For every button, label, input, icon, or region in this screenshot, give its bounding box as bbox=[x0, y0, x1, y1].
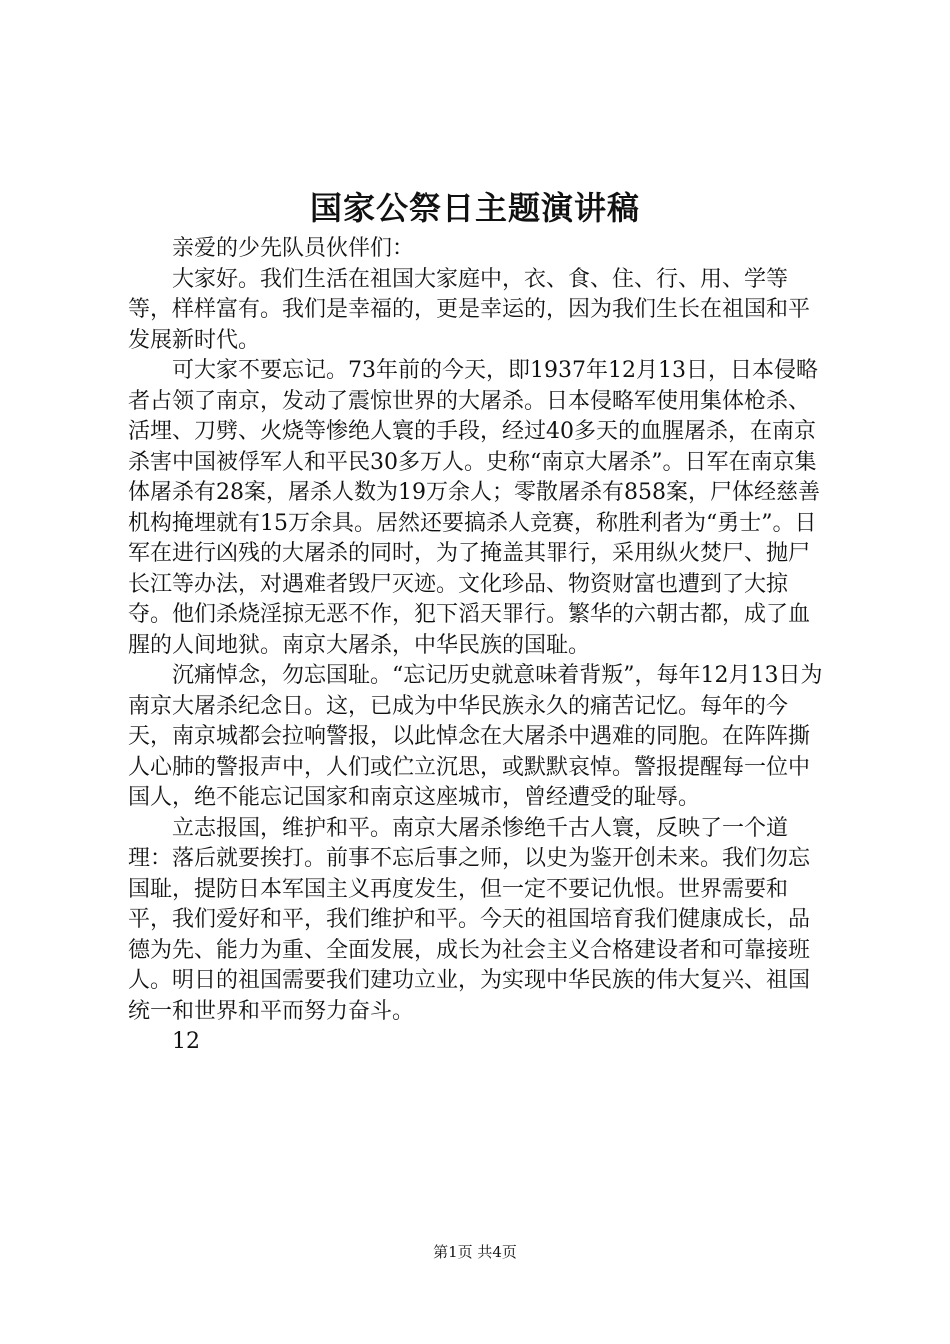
trailing-number-paragraph: 12 bbox=[172, 1029, 200, 1054]
resolution-paragraph: 立志报国，维护和平。南京大屠杀惨绝千古人寰，反映了一个道理：落后就要挨打。前事不忘后事之师，以史为鉴开创未来。我们勿忘国耻，提防日本军国主义再度发生，但一定不要记仇恨。世界需要和平，我们爱好和平，我们维护和平。今天的祖国培育我们健康成长，品德为先、能力为重、全面发展，成长为社会主义合格建设者和可靠接班人。明日的祖国需要我们建功立业，为实现中华民族的伟大复兴、祖国统一和世界和平而努力奋斗。 bbox=[128, 815, 811, 1024]
remembrance-paragraph: 沉痛悼念，勿忘国耻。“忘记历史就意味着背叛”，每年12月13日为南京大屠杀纪念日。这，已成为中华民族永久的痛苦记忆。每年的今天，南京城都会拉响警报，以此悼念在大屠杀中遇难的同胞。在阵阵撕人心肺的警报声中，人们或伫立沉思，或默默哀悼。警报提醒每一位中国人，绝不能忘记国家和南京这座城市，曾经遭受的耻辱。 bbox=[128, 663, 823, 810]
greeting-paragraph: 大家好。我们生活在祖国大家庭中，衣、食、住、行、用、学等等，样样富有。我们是幸福的，更是幸运的，因为我们生长在祖国和平发展新时代。 bbox=[128, 266, 811, 353]
document-title: 国家公祭日主题演讲稿 bbox=[309, 189, 640, 227]
salutation-paragraph: 亲爱的少先队员伙伴们： bbox=[172, 236, 415, 261]
history-paragraph: 可大家不要忘记。73年前的今天，即1937年12月13日，日本侵略者占领了南京，发动了震惊世界的大屠杀。日本侵略军使用集体枪杀、活埋、刀劈、火烧等惨绝人寰的手段，经过40多天的血腥屠杀，在南京杀害中国被俘军人和平民30多万人。史称“南京大屠杀”。日军在南京集体屠杀有28案，屠杀人数为19万余人；零散屠杀有858案，尸体经慈善机构掩埋就有15万余具。居然还要搞杀人竞赛，称胜利者为“勇士”。日军在进行凶残的大屠杀的同时，为了掩盖其罪行，采用纵火焚尸、抛尸长江等办法，对遇难者毁尸灭迹。文化珍品、物资财富也遭到了大掠夺。他们杀烧淫掠无恶不作，犯下滔天罪行。繁华的六朝古都，成了血腥的人间地狱。南京大屠杀，中华民族的国耻。 bbox=[128, 358, 820, 658]
document-body bbox=[128, 234, 828, 1058]
page-footer: 第1页 共4页 bbox=[433, 1243, 517, 1261]
